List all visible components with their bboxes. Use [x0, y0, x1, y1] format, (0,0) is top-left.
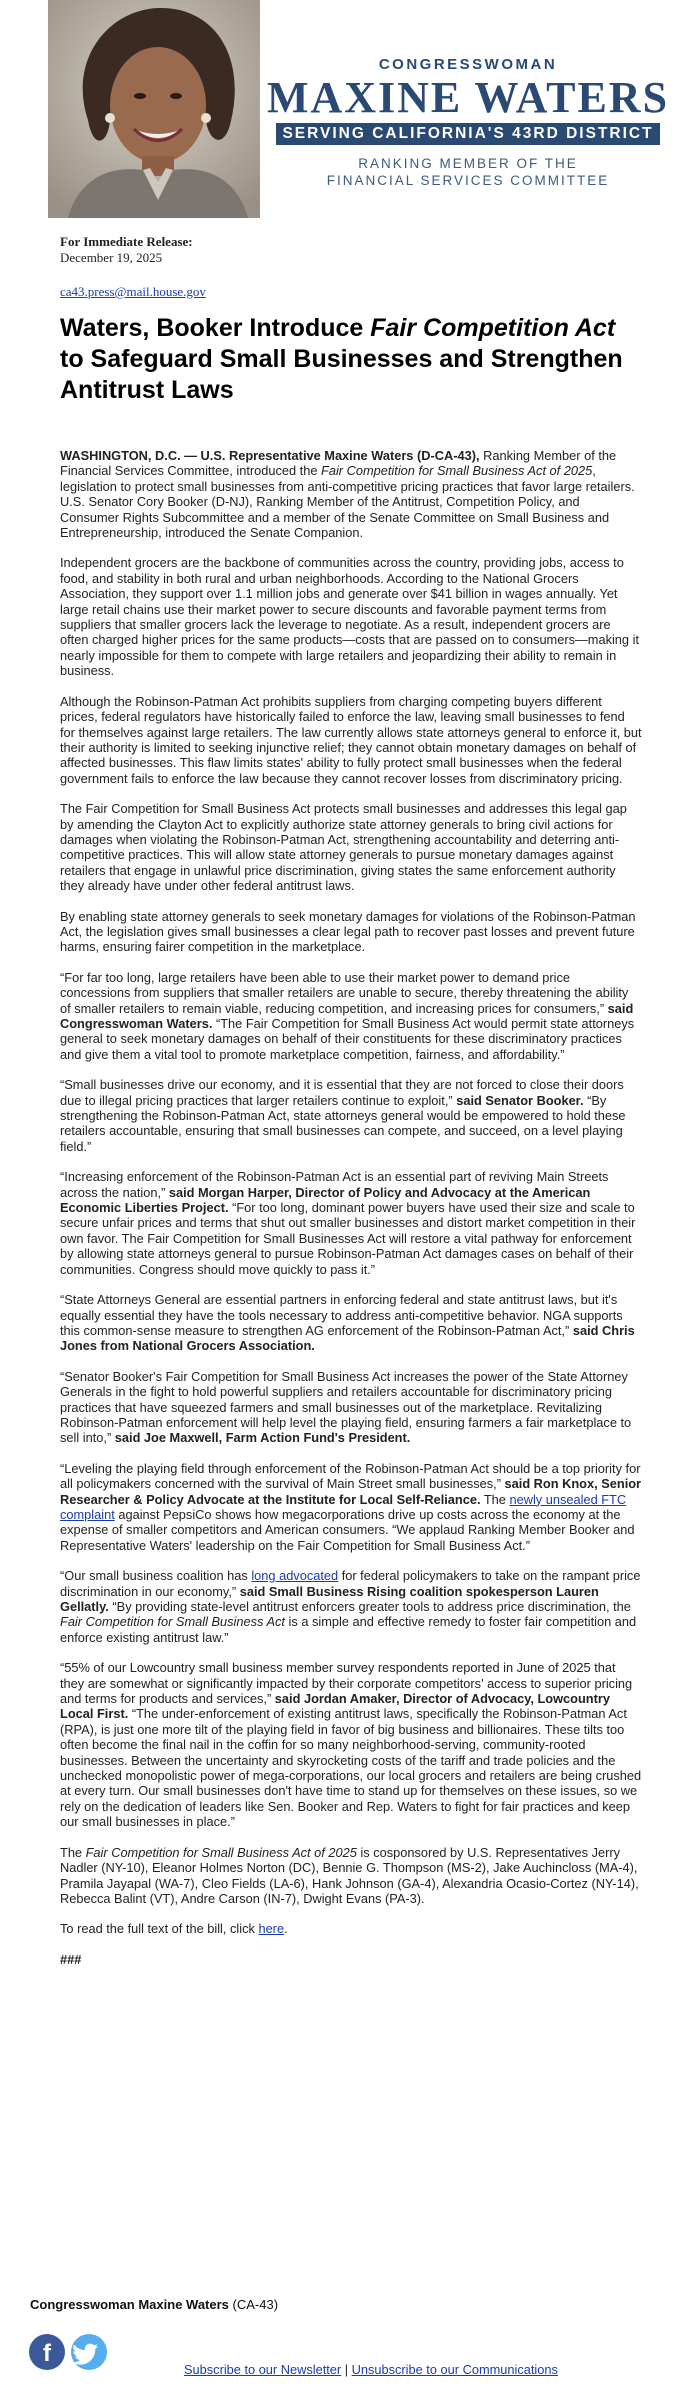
masthead-ranking-line1: RANKING MEMBER OF THE — [358, 156, 578, 171]
quote-amaker — [60, 1660, 642, 1829]
quote-text-cont: “For too long, dominant power buyers have used their size and scale to secure unfair prices and terms that shut out smaller businesses and distort market competition in their own favor. The Fair Competition for Small Businesses Act will restore a vital pathway for enforcement by allowing state attorneys general to pursue Robinson-Patman Act damages cases on behalf of their communities. Congress should move quickly to pass it.” — [60, 1200, 636, 1277]
quote-text: “55% of our Lowcountry small business member survey respondents reported in June of 2025 that they are somewhat or significantly impacted by their corporate competitors' access to superior pricing and terms for products and services,” — [60, 1660, 633, 1707]
dateline: WASHINGTON, D.C. — U.S. Representative Maxine Waters (D-CA-43), — [60, 448, 480, 463]
release-date: December 19, 2025 — [60, 250, 163, 265]
quote-attribution: said Ron Knox, Senior Researcher & Policy Advocate at the Institute for Local Self-Reliance. — [60, 1476, 642, 1507]
quote-text-end: against PepsiCo shows how megacorporations drive up costs across the economy at the expense of smaller competitors and American consumers. “We applaud Ranking Member Booker and Representative Waters' leadership on the Fair Competition for Small Business Act.” — [60, 1506, 635, 1553]
facebook-letter: f — [43, 2340, 51, 2367]
bill-name: Fair Competition for Small Business Act of 2025 — [321, 463, 593, 479]
portrait-photo — [48, 0, 260, 218]
headline-part2: to Safeguard Small Businesses and Strengthen Antitrust Laws — [60, 345, 623, 404]
ftc-complaint-link[interactable]: newly unsealed FTC complaint — [60, 1491, 627, 1522]
paragraph-damages: By enabling state attorney generals to seek monetary damages for violations of the Robinson-Patman Act, the legislation gives small businesses a clear legal path to recover past losses and prevent future harms, ensuring fairer competition in the marketplace. — [60, 908, 636, 955]
quote-text: “Senator Booker's Fair Competition for Small Business Act increases the power of the State Attorney Generals in the fight to hold powerful suppliers and retailers accountable for discriminatory pricing practices that have squeezed farmers and small businesses out of the marketplace. Revitalizing Robinson-Patman enforcement will help level the playing field, ensuring farmers a fair marketplace to sell into,” — [60, 1368, 632, 1446]
quote-jones — [60, 1292, 642, 1354]
masthead-ranking — [258, 155, 678, 189]
quote-text: “Increasing enforcement of the Robinson-Patman Act is an essential part of reviving Main Streets across the nation,” — [60, 1169, 609, 1200]
quote-maxwell — [60, 1369, 642, 1446]
quote-text-more: “By providing state-level antitrust enforcers greater tools to address price discrimination, the — [108, 1599, 631, 1614]
release-body — [60, 448, 642, 1982]
quote-text-cont: “The under-enforcement of existing antitrust laws, specifically the Robinson-Patman Act (RPA), is just one more tilt of the playing field in favor of big business and billionaires. These tilts too often become the final nail in the coffin for so many neighborhood-serving, community-rooted businesses. Between the uncertainty and skyrocketing costs of the tariff and trade policies and the unchecked monopolistic power of mega-corporations, our local grocers and retailers are being crushed at every turn. Our small businesses don't have time to stand up for themselves on these issues, so we rely on the dedication of leaders like Sen. Booker and Rep. Waters to fight for fair practices and keep our small businesses in place.” — [60, 1706, 642, 1830]
page-title — [60, 313, 640, 406]
press-release-header — [0, 0, 700, 225]
end-mark: ### — [60, 1951, 82, 1967]
quote-text-cont: The — [480, 1491, 510, 1507]
quote-booker — [60, 1077, 642, 1154]
bill-text-link[interactable]: here — [258, 1921, 285, 1937]
facebook-icon[interactable] — [29, 2334, 65, 2370]
twitter-icon[interactable] — [71, 2334, 107, 2370]
quote-attribution: said Senator Booker. — [452, 1092, 584, 1108]
quote-gellatly — [60, 1568, 642, 1645]
quote-attribution: said Morgan Harper, Director of Policy and Advocacy at the American Economic Liberties Project. — [60, 1184, 591, 1216]
quote-attribution: said Joe Maxwell, Farm Action Fund's President. — [111, 1430, 411, 1446]
social-icons — [28, 2331, 118, 2373]
quote-waters — [60, 970, 642, 1062]
quote-attribution: said Small Business Rising coalition spokesperson Lauren Gellatly. — [60, 1583, 599, 1614]
quote-text-end: is a simple and effective remedy to foster fair competition and enforce existing antitrust law.” — [60, 1614, 637, 1645]
quote-attribution: said Jordan Amaker, Director of Advocacy, Lowcountry Local First. — [60, 1691, 610, 1722]
quote-text: “Our small business coalition has — [60, 1568, 252, 1584]
quote-text: “Small businesses drive our economy, and it is essential that they are not forced to close their doors due to illegal pricing practices that larger retailers continue to exploit,” — [60, 1077, 624, 1108]
quote-harper — [60, 1169, 642, 1277]
release-info — [60, 234, 193, 266]
paragraph-cosponsors — [60, 1845, 642, 1907]
bill-name: Fair Competition for Small Business Act of 2025 — [85, 1844, 357, 1860]
intro-text: Ranking Member of the Financial Services Committee, introduced the — [60, 448, 617, 479]
quote-text-cont: “By strengthening the Robinson-Patman Act, state attorneys general would be empowered to hold these retailers accountable, ensuring that small businesses can compete, and succeed, on a level playing field.” — [60, 1092, 626, 1154]
masthead-kicker: CONGRESSWOMAN — [378, 56, 558, 73]
long-advocated-link[interactable]: long advocated — [251, 1568, 339, 1584]
bill-link-text: To read the full text of the bill, click — [60, 1921, 259, 1937]
quote-attribution: said Congresswoman Waters. — [60, 1000, 634, 1031]
footer-office-name — [30, 2297, 278, 2312]
link-separator: | — [341, 2362, 352, 2377]
bill-name: Fair Competition for Small Business Act — [60, 1614, 285, 1630]
paragraph-bill-link — [60, 1921, 642, 1936]
footer-district: (CA-43) — [228, 2297, 279, 2312]
press-email-link[interactable]: ca43.press@mail.house.gov — [60, 284, 206, 299]
subscribe-newsletter-link[interactable]: Subscribe to our Newsletter — [184, 2362, 342, 2377]
paragraph-grocers: Independent grocers are the backbone of communities across the country, providing jobs, access to food, and stability in both rural and urban neighborhoods. According to the National Grocers Association, they support over 1.1 million jobs and generate over $41 billion in wages annually. Yet large retail chains use their market power to secure discounts and favorable payment terms from suppliers that smaller grocers lack the leverage to negotiate. As a result, independent grocers are often charged higher prices for the same products—costs that are passed on to consumers—making it nearly impossible for them to compete with large retailers and jeopardizing their ability to remain in business. — [60, 555, 639, 679]
subscription-links — [184, 2362, 558, 2377]
quote-attribution: said Chris Jones from National Grocers Association. — [60, 1322, 635, 1354]
cosponsors-list: is cosponsored by U.S. Representatives Jerry Nadler (NY-10), Eleanor Holmes Norton (DC), Bennie G. Thompson (MS-2), Jake Auchincloss (MA-4), Pramila Jayapal (WA-7), Cleo Fields (LA-6), Hank Johnson (GA-4), Alexandria Ocasio-Cortez (NY-14), Rebecca Balint (VT), Andre Carson (IN-7), Dwight Evans (PA-3). — [60, 1844, 639, 1906]
release-label: For Immediate Release: — [60, 234, 193, 249]
congresswoman-portrait — [48, 0, 260, 218]
quote-text-cont: “The Fair Competition for Small Business Act would permit state attorneys general to seek monetary damages on behalf of their constituents for these discriminatory practices and give them a vital tool to promote marketplace competition, fairness, and affordability.” — [60, 1016, 635, 1062]
footer-name-bold: Congresswoman Maxine Waters — [30, 2297, 229, 2312]
headline-part1: Waters, Booker Introduce — [60, 314, 371, 342]
headline-italic: Fair Competition Act — [370, 314, 616, 342]
social-links — [28, 2331, 118, 2373]
quote-text: “Leveling the playing field through enforcement of the Robinson-Patman Act should be a top priority for all policymakers concerned with the survival of Main Street small businesses,” — [60, 1460, 641, 1492]
bill-link-period: . — [284, 1921, 288, 1937]
quote-text-cont: for federal policymakers to take on the rampant price discrimination in our economy,” — [60, 1568, 641, 1599]
unsubscribe-link[interactable]: Unsubscribe to our Communications — [351, 2362, 558, 2377]
quote-knox — [60, 1461, 642, 1553]
paragraph-intro — [60, 448, 642, 540]
intro-text-cont: , legislation to protect small businesses from anti-competitive pricing practices that favor large retailers. U.S. Senator Cory Booker (D-NJ), Ranking Member of the Antitrust, Competition Policy, and Consumer Rights Subcommittee and a member of the Senate Committee on Small Business and Entrepreneurship, introduced the Senate Companion. — [60, 463, 635, 541]
masthead — [258, 56, 678, 189]
masthead-district: SERVING CALIFORNIA'S 43RD DISTRICT — [276, 123, 659, 145]
cosponsors-text: The — [60, 1844, 86, 1860]
quote-text: “State Attorneys General are essential partners in enforcing federal and state antitrust laws, but it's equally essential they have the tools necessary to address anti-competitive behavior. NGA supports this common-sense measure to strengthen AG enforcement of the Robinson-Patman Act,” — [60, 1292, 623, 1338]
quote-text: “For far too long, large retailers have been able to use their market power to demand price concessions from suppliers that smaller retailers are unable to secure, thereby threatening the ability of smaller retailers to remain viable, reducing competition, and increasing prices for consumers,” — [60, 969, 629, 1016]
masthead-name: MAXINE WATERS — [266, 73, 670, 122]
paragraph-act-summary: The Fair Competition for Small Business Act protects small businesses and addresses this legal gap by amending the Clayton Act to explicitly authorize state attorney generals to bring civil actions for damages when violating the Robinson-Patman Act, strengthening accountability and deterring anti-competitive practices. This will allow state attorney generals to pursue monetary damages against retailers that engage in unlawful price discrimination, giving states the same enforcement authority they already have under other federal antitrust laws. — [60, 801, 627, 894]
masthead-ranking-line2: FINANCIAL SERVICES COMMITTEE — [326, 173, 610, 188]
paragraph-robinson-patman: Although the Robinson-Patman Act prohibits suppliers from charging competing buyers different prices, federal regulators have historically failed to enforce the law, leaving small businesses to fend for themselves against large retailers. The law currently allows state attorneys general to enforce it, but their authority is limited to seeking injunctive relief; they cannot obtain monetary damages on behalf of affected businesses. This flaw limits states' ability to fully protect small businesses when the federal government fails to enforce the law because they cannot recover losses from discriminatory pricing. — [60, 693, 642, 786]
